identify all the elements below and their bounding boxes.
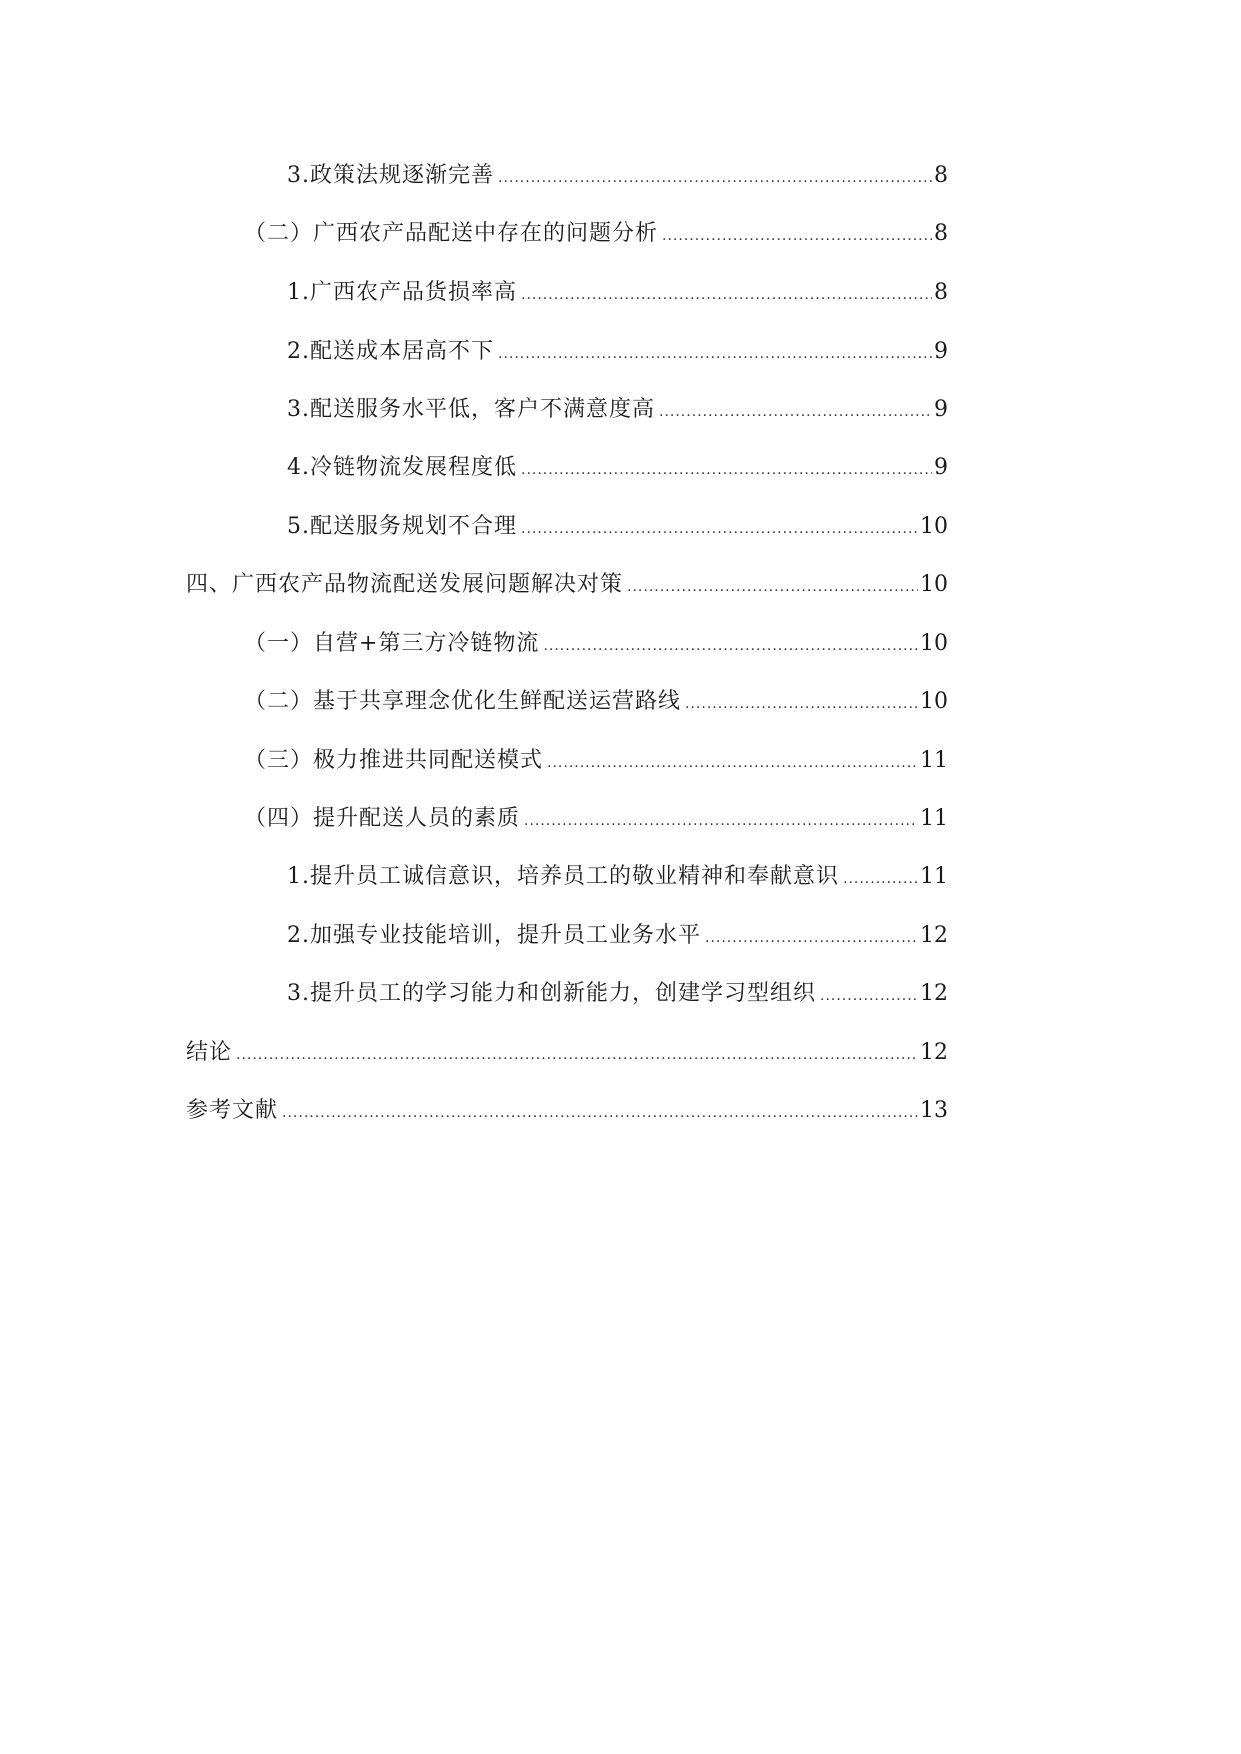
toc-entry[interactable] (186, 570, 948, 600)
toc-entry[interactable] (287, 278, 948, 308)
toc-entry-page: 10 (920, 631, 948, 656)
toc-entry-page: 10 (920, 572, 948, 597)
toc-entry-title: 5.配送服务规划不合理 (287, 514, 517, 539)
toc-entry-title: （四）提升配送人员的素质 (244, 806, 521, 831)
toc-entry-page: 13 (920, 1098, 948, 1123)
toc-entry-title: 四、广西农产品物流配送发展问题解决对策 (186, 572, 624, 597)
toc-entry-title: 4.冷链物流发展程度低 (287, 455, 517, 480)
toc-entry[interactable] (287, 921, 948, 951)
toc-entry[interactable] (287, 395, 948, 425)
toc-entry-page: 10 (920, 514, 948, 539)
toc-entry-page: 12 (920, 1040, 948, 1065)
toc-entry-title: 3.提升员工的学习能力和创新能力，创建学习型组织 (287, 981, 816, 1006)
dot-leader (521, 455, 932, 485)
toc-entry-title: （三）极力推进共同配送模式 (244, 748, 544, 773)
dot-leader (282, 1098, 918, 1128)
toc-entry-page: 8 (934, 280, 948, 305)
toc-entry-page: 9 (934, 339, 948, 364)
toc-entry[interactable] (287, 337, 948, 367)
toc-entry[interactable] (244, 219, 948, 249)
toc-entry[interactable] (186, 1038, 948, 1068)
dot-leader (521, 514, 918, 544)
toc-entry-title: 1.广西农产品货损率高 (287, 280, 517, 305)
toc-entry-page: 12 (920, 923, 948, 948)
toc-entry-title: 结论 (186, 1040, 233, 1065)
toc-entry[interactable] (244, 804, 948, 834)
toc-entry-page: 8 (934, 221, 948, 246)
toc-entry-title: （一）自营+第三方冷链物流 (244, 631, 540, 656)
toc-entry[interactable] (244, 629, 948, 659)
dot-leader (498, 163, 932, 193)
toc-entry-page: 11 (920, 864, 948, 889)
dot-leader (685, 689, 918, 719)
toc-entry-title: 2.配送成本居高不下 (287, 339, 494, 364)
toc-entry-title: 参考文献 (186, 1098, 279, 1123)
toc-entry[interactable] (287, 979, 948, 1009)
toc-entry-page: 10 (920, 689, 948, 714)
dot-leader (659, 397, 932, 427)
toc-entry[interactable] (287, 862, 948, 892)
dot-leader (662, 221, 932, 251)
dot-leader (498, 339, 932, 369)
dot-leader (524, 806, 918, 836)
toc-entry[interactable] (287, 512, 948, 542)
dot-leader (236, 1040, 918, 1070)
toc-entry[interactable] (244, 746, 948, 776)
dot-leader (627, 572, 918, 602)
toc-entry-page: 11 (920, 806, 948, 831)
toc-entry-page: 8 (934, 163, 948, 188)
toc-entry[interactable] (287, 161, 948, 191)
toc-entry-page: 11 (920, 748, 948, 773)
toc-entry[interactable] (287, 453, 948, 483)
dot-leader (521, 280, 932, 310)
dot-leader (705, 923, 918, 953)
toc-entry-title: 2.加强专业技能培训，提升员工业务水平 (287, 923, 701, 948)
toc-entry[interactable] (186, 1096, 948, 1126)
toc-entry-page: 12 (920, 981, 948, 1006)
toc-entry-title: 1.提升员工诚信意识，培养员工的敬业精神和奉献意识 (287, 864, 839, 889)
toc-entry[interactable] (244, 687, 948, 717)
toc-entry-page: 9 (934, 455, 948, 480)
toc-entry-title: 3.配送服务水平低，客户不满意度高 (287, 397, 655, 422)
toc-entry-title: （二）广西农产品配送中存在的问题分析 (244, 221, 659, 246)
toc-entry-title: （二）基于共享理念优化生鲜配送运营路线 (244, 689, 682, 714)
dot-leader (820, 981, 918, 1011)
toc-entry-page: 9 (934, 397, 948, 422)
toc-entry-title: 3.政策法规逐渐完善 (287, 163, 494, 188)
dot-leader (843, 864, 918, 894)
dot-leader (543, 631, 918, 661)
dot-leader (547, 748, 918, 778)
